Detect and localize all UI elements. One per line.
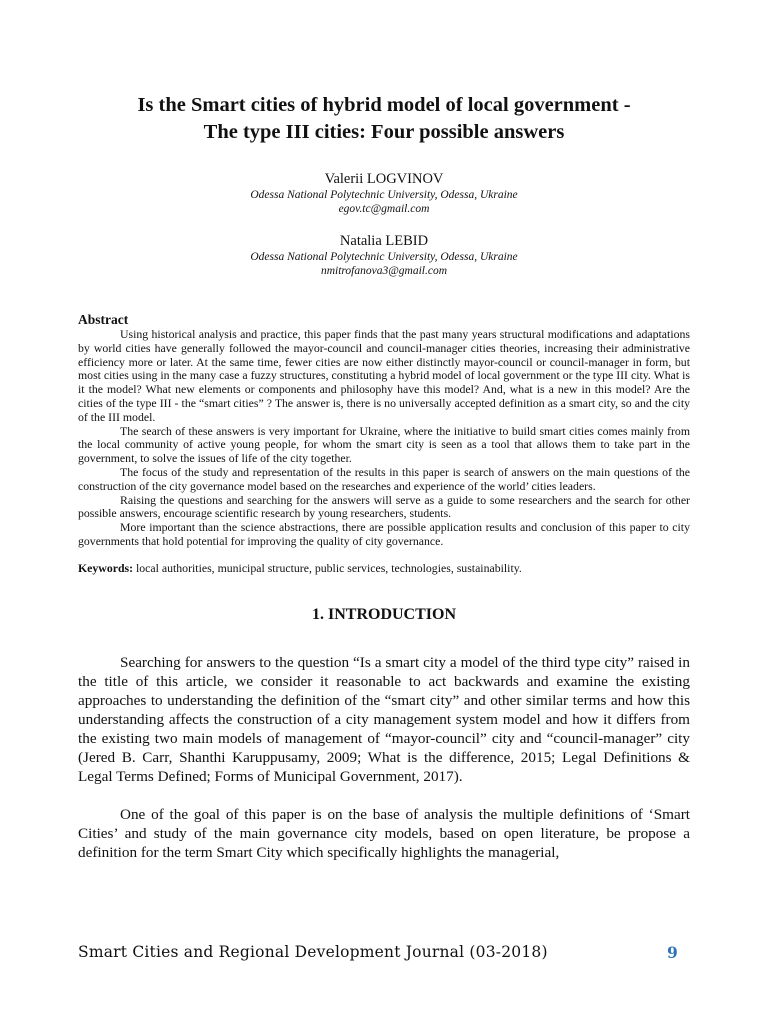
author-affiliation-2: Odessa National Polytechnic University, Odessa, Ukraine <box>250 251 518 263</box>
abstract-paragraph: The focus of the study and representation of the results in this paper is search of answers on the main questions of the construction of the city governance model based on the researches and experience of the world’ cities leaders. <box>78 464 690 493</box>
abstract-paragraph: Using historical analysis and practice, this paper finds that the past many years structural modifications and adaptations by world cities have generally followed the mayor-council and council-manager cities theories, increasing their administrative efficiency more or later. At the same time, fewer cities are now either distinctly mayor-council or council-manager in form, but most cities using in the many case a fuzzy structures, constituting a hybrid model of local government or the type III city. What is it the model? What new elements or components and philosophy have this model? And, what is a new in this model? Are the cities of the type III - the “smart cities” ? The answer is, there is no universally accepted definition as a smart city, so and the city of the III model. <box>78 327 690 424</box>
introduction-body <box>78 653 690 862</box>
abstract-paragraph: Raising the questions and searching for the answers will serve as a guide to some researchers and the search for other possible answers, encourage scientific research by young researchers, students. <box>78 492 690 521</box>
keywords-label: Keywords: <box>78 560 134 575</box>
body-paragraph: One of the goal of this paper is on the base of analysis the multiple definitions of ‘Smart Cities’ and study of the main governance city models, based on open literature, be propose a definition for the term Smart City which specifically highlights the managerial, <box>78 805 690 861</box>
author-email-1: egov.tc@gmail.com <box>338 203 430 215</box>
keywords-text: local authorities, municipal structure, public services, technologies, sustainability. <box>133 560 522 575</box>
author-name-1: Valerii LOGVINOV <box>324 171 444 187</box>
section-heading-introduction: 1. INTRODUCTION <box>311 605 456 623</box>
title-line-2: The type III cities: Four possible answers <box>203 121 565 143</box>
title-line-1: Is the Smart cities of hybrid model of local government - <box>137 94 631 116</box>
abstract-body <box>78 328 690 549</box>
abstract-paragraph: More important than the science abstractions, there are possible application results and conclusion of this paper to city governments that hold potential for improving the quality of city governance. <box>78 520 690 548</box>
paper-page <box>78 92 690 862</box>
page-number: 9 <box>667 943 678 962</box>
abstract-heading: Abstract <box>78 312 129 327</box>
abstract-paragraph: The search of these answers is very important for Ukraine, where the initiative to build smart cities comes mainly from the local community of active young people, for whom the smart city is seen as a tool that allows them to take part in the government, to solve the issues of life of the city together. <box>78 423 690 466</box>
page-footer <box>78 943 690 961</box>
paper-title <box>68 92 700 146</box>
author-name-2: Natalia LEBID <box>339 233 429 249</box>
body-paragraph: Searching for answers to the question “Is a smart city a model of the third type city” raised in the title of this article, we consider it reasonable to act backwards and examine the existing approaches to understanding the definition of the “smart city” and other similar terms and how this understanding affects the construction of a city management system model and how it differs from the existing two main models of management of “mayor-council” city and “council-manager” city (Jered B. Carr, Shanthi Karuppusamy, 2009; What is the difference, 2015; Legal Definitions & Legal Terms Defined; Forms of Municipal Government, 2017). <box>78 653 690 785</box>
author-affiliation-1: Odessa National Polytechnic University, Odessa, Ukraine <box>250 189 518 201</box>
journal-name: Smart Cities and Regional Development Journal (03-2018) <box>78 943 548 961</box>
keywords-line <box>78 561 690 575</box>
author-email-2: nmitrofanova3@gmail.com <box>320 265 448 277</box>
